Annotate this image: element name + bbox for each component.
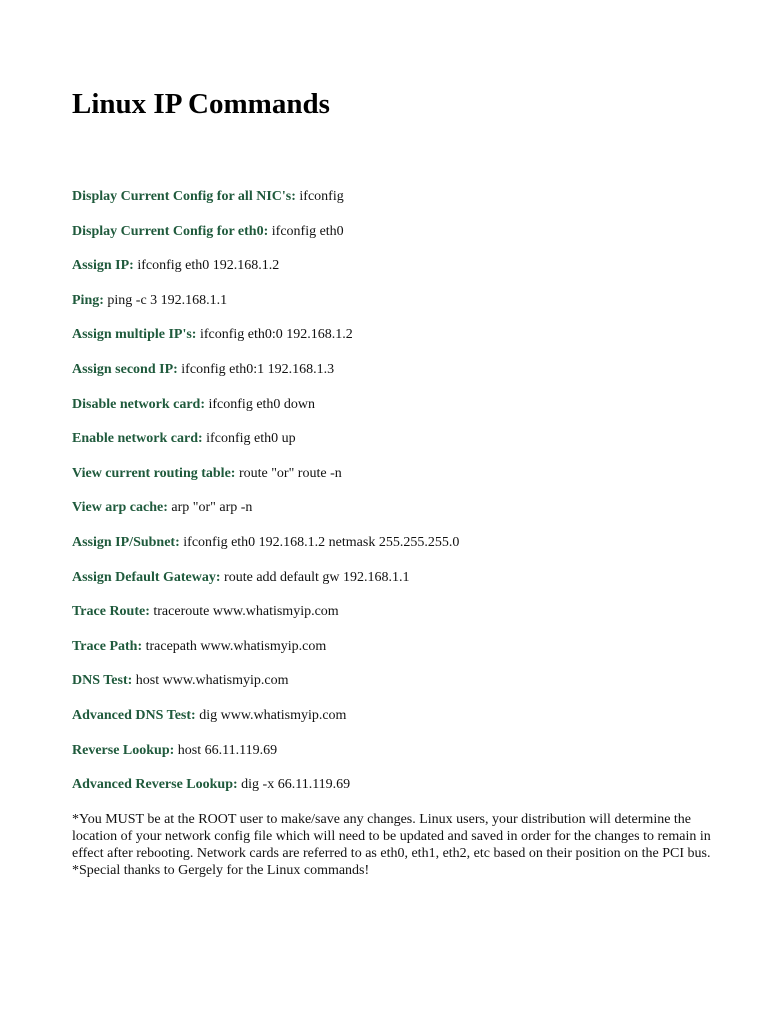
command-label: View current routing table: (72, 465, 236, 481)
command-label: Ping: (72, 292, 104, 308)
command-item (72, 498, 459, 533)
command-item (72, 602, 459, 637)
command-value: route add default gw 192.168.1.1 (224, 569, 410, 585)
command-value: ifconfig eth0 192.168.1.2 (137, 258, 280, 274)
command-item (72, 741, 459, 776)
command-item (72, 256, 459, 291)
command-item (72, 533, 459, 568)
command-value: tracepath www.whatismyip.com (145, 638, 327, 654)
command-item (72, 222, 459, 257)
command-value: dig www.whatismyip.com (199, 707, 347, 723)
command-value: ifconfig eth0 192.168.1.2 netmask 255.255.255.0 (183, 534, 460, 550)
command-item (72, 187, 459, 222)
command-value: ping -c 3 192.168.1.1 (107, 292, 228, 308)
command-item (72, 291, 459, 326)
command-value: route "or" route -n (238, 465, 342, 481)
command-label: Assign second IP: (72, 361, 178, 377)
command-value: dig -x 66.11.119.69 (241, 777, 351, 793)
command-label: Assign IP: (72, 258, 134, 274)
command-value: host www.whatismyip.com (135, 673, 289, 689)
command-item (72, 464, 459, 499)
command-item (72, 360, 459, 395)
command-item (72, 775, 459, 810)
command-item (72, 706, 459, 741)
command-item (72, 568, 459, 603)
command-label: View arp cache: (72, 500, 168, 516)
command-label: Assign IP/Subnet: (72, 534, 180, 550)
footnotes (72, 811, 712, 879)
command-value: arp "or" arp -n (171, 500, 253, 516)
command-value: host 66.11.119.69 (177, 742, 278, 758)
command-list (72, 187, 459, 810)
command-item (72, 671, 459, 706)
command-label: Display Current Config for eth0: (72, 223, 269, 239)
command-value: traceroute www.whatismyip.com (153, 604, 339, 620)
command-value: ifconfig (299, 189, 344, 204)
command-item (72, 325, 459, 360)
command-label: Advanced Reverse Lookup: (72, 777, 238, 793)
command-label: Assign multiple IP's: (72, 327, 197, 343)
page-title: Linux IP Commands (72, 88, 330, 120)
command-label: Disable network card: (72, 396, 205, 412)
root-user-note: *You MUST be at the ROOT user to make/save any changes. Linux users, your distribution will determine the location of your network config file which will need to be updated and saved in order for the changes to remain in effect after rebooting. Network cards are referred to as eth0, eth1, eth2, etc based on their position on the PCI bus. (72, 812, 711, 861)
command-label: Display Current Config for all NIC's: (72, 189, 296, 204)
command-item (72, 429, 459, 464)
command-item (72, 395, 459, 430)
command-label: Advanced DNS Test: (72, 707, 196, 723)
command-value: ifconfig eth0 up (206, 431, 296, 447)
command-label: Enable network card: (72, 431, 203, 447)
thanks-note: *Special thanks to Gergely for the Linux commands! (72, 863, 370, 878)
command-item (72, 637, 459, 672)
command-label: DNS Test: (72, 673, 133, 689)
command-value: ifconfig eth0 down (208, 396, 316, 412)
command-value: ifconfig eth0:1 192.168.1.3 (181, 361, 335, 377)
command-label: Assign Default Gateway: (72, 569, 221, 585)
command-value: ifconfig eth0 (271, 223, 344, 239)
command-label: Reverse Lookup: (72, 742, 175, 758)
command-value: ifconfig eth0:0 192.168.1.2 (199, 327, 353, 343)
command-label: Trace Path: (72, 638, 143, 654)
command-label: Trace Route: (72, 604, 150, 620)
